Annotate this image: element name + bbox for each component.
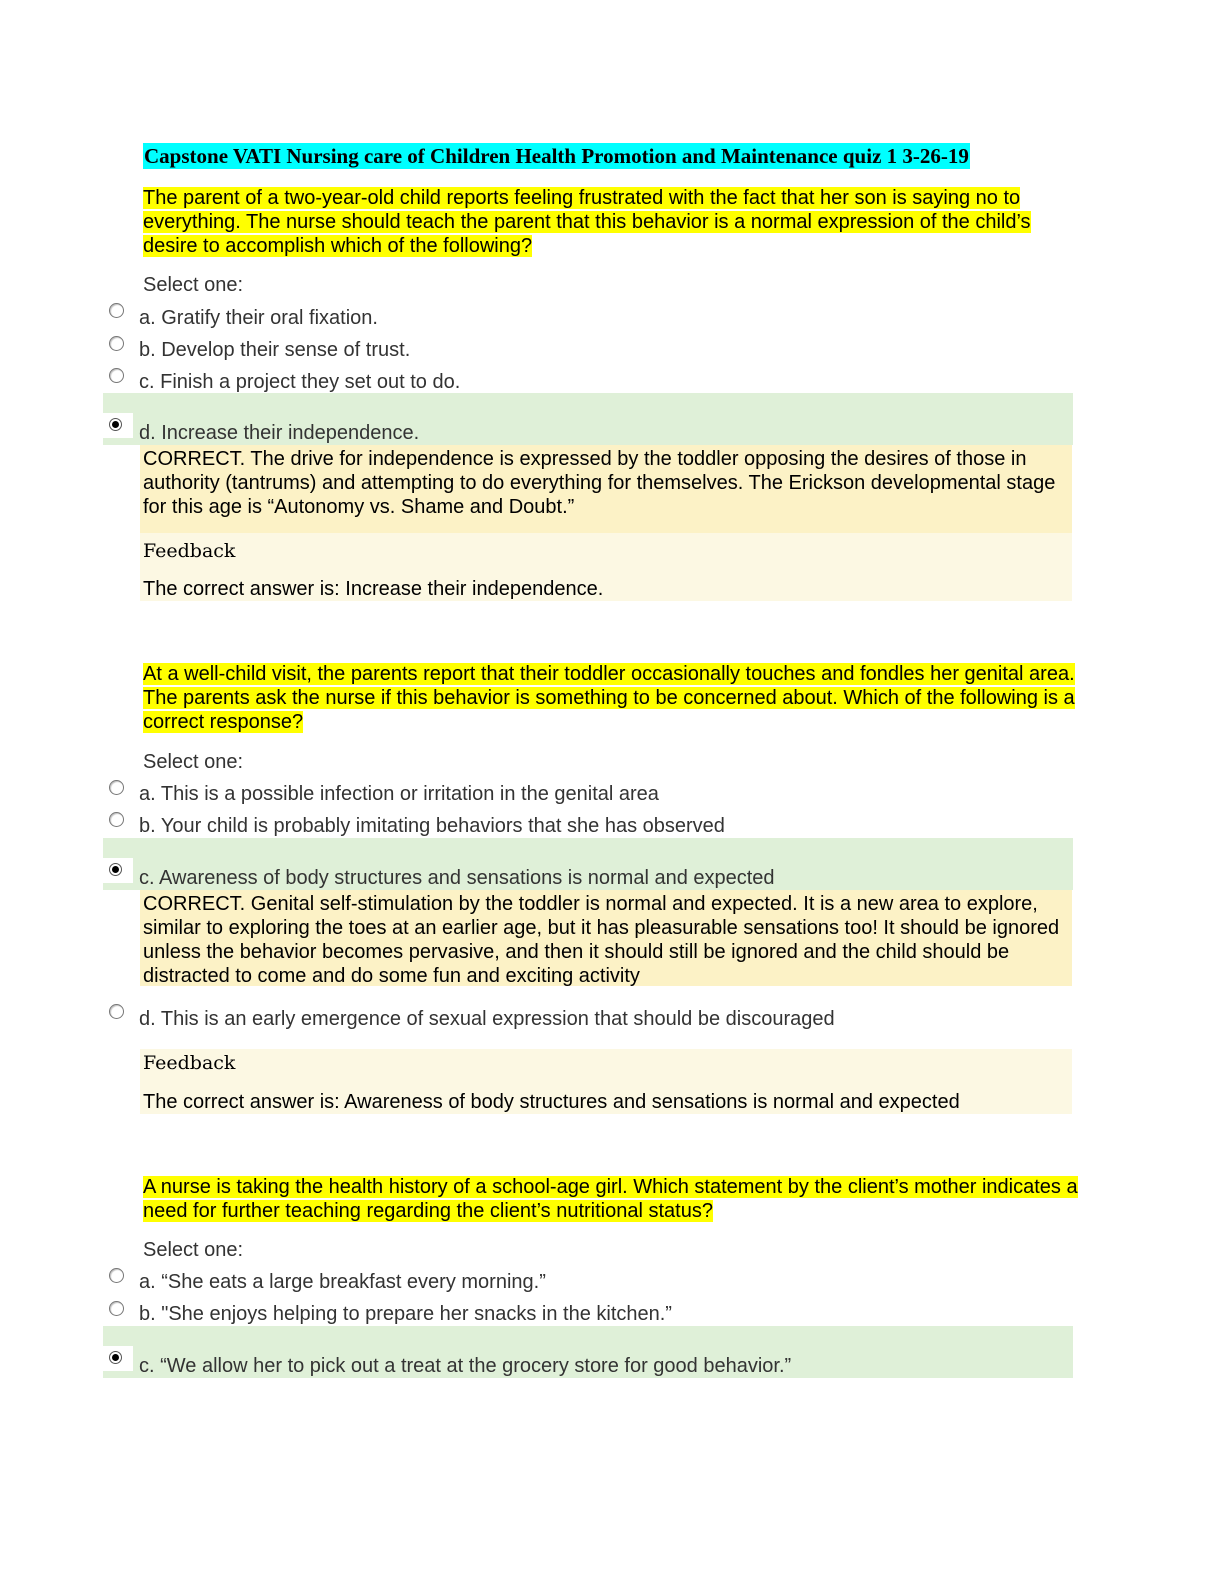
question-2-prompt: At a well-child visit, the parents report that their toddler occasionally touches and fondles her genital area. The parents ask the nurse if this behavior is something to be concerned about. Which of the following is a correct response? xyxy=(143,663,1075,733)
radio-unchecked-icon[interactable] xyxy=(109,303,124,318)
question-3-prompt: A nurse is taking the health history of a school-age girl. Which statement by the client’s mother indicates a need for further teaching regarding the client’s nutritional status? xyxy=(143,1176,1078,1222)
option-label: d. This is an early emergence of sexual expression that should be discouraged xyxy=(139,1008,835,1030)
option-label: a. “She eats a large breakfast every morning.” xyxy=(139,1271,546,1293)
option-label: a. This is a possible infection or irritation in the genital area xyxy=(139,783,659,805)
radio-unchecked-icon[interactable] xyxy=(109,368,124,383)
option-label: b. Develop their sense of trust. xyxy=(139,339,411,361)
radio-unchecked-icon[interactable] xyxy=(109,1004,124,1019)
question-2-option-c[interactable] xyxy=(103,838,1073,890)
question-2-option-b[interactable] xyxy=(103,809,1073,839)
question-2-option-d[interactable] xyxy=(103,1001,1073,1031)
feedback-answer: The correct answer is: Awareness of body structures and sensations is normal and expected xyxy=(143,1091,960,1113)
question-2-select-label: Select one: xyxy=(143,751,244,773)
radio-unchecked-icon[interactable] xyxy=(109,780,124,795)
option-label: b. Your child is probably imitating behaviors that she has observed xyxy=(139,815,725,837)
question-2-feedback xyxy=(140,1049,1072,1114)
question-1-explanation: CORRECT. The drive for independence is expressed by the toddler opposing the desires of those in authority (tantrums) and attempting to do everything for themselves. The Erickson developmental stage for this age is “Autonomy vs. Shame and Doubt.” xyxy=(140,445,1072,533)
question-1-option-c[interactable] xyxy=(103,365,1073,395)
option-label: b. "She enjoys helping to prepare her snacks in the kitchen.” xyxy=(139,1303,672,1325)
radio-checked-icon[interactable] xyxy=(103,858,133,883)
option-label: c. “We allow her to pick out a treat at the grocery store for good behavior.” xyxy=(139,1355,792,1377)
radio-unchecked-icon[interactable] xyxy=(109,812,124,827)
radio-unchecked-icon[interactable] xyxy=(109,336,124,351)
feedback-label: Feedback xyxy=(143,1052,236,1074)
question-1-prompt: The parent of a two-year-old child reports feeling frustrated with the fact that her son is saying no to everything. The nurse should teach the parent that this behavior is a normal expression of the child’s desire to accomplish which of the following? xyxy=(143,187,1031,257)
question-1-option-a[interactable] xyxy=(103,300,1073,330)
question-2-option-a[interactable] xyxy=(103,777,1073,807)
question-1-select-label: Select one: xyxy=(143,274,244,296)
question-1-feedback xyxy=(140,533,1072,601)
radio-unchecked-icon[interactable] xyxy=(109,1301,124,1316)
question-3-option-c[interactable] xyxy=(103,1326,1073,1378)
option-label: a. Gratify their oral fixation. xyxy=(139,307,378,329)
radio-checked-icon[interactable] xyxy=(103,1346,133,1371)
feedback-label: Feedback xyxy=(143,540,236,562)
feedback-answer: The correct answer is: Increase their independence. xyxy=(143,578,604,600)
question-3-option-b[interactable] xyxy=(103,1298,1073,1328)
question-3-select-label: Select one: xyxy=(143,1239,244,1261)
option-label: d. Increase their independence. xyxy=(139,422,420,444)
option-label: c. Finish a project they set out to do. xyxy=(139,371,461,393)
question-3-option-a[interactable] xyxy=(103,1265,1073,1295)
page-title: Capstone VATI Nursing care of Children Health Promotion and Maintenance quiz 1 3-26-19 xyxy=(144,144,969,168)
radio-unchecked-icon[interactable] xyxy=(109,1268,124,1283)
question-1-option-d[interactable] xyxy=(103,393,1073,445)
question-2-explanation: CORRECT. Genital self-stimulation by the toddler is normal and expected. It is a new area to explore, similar to exploring the toes at an earlier age, but it has pleasurable sensations too! It should be ignored unless the behavior becomes pervasive, and then it should still be ignored and the child should be distracted to come and do some fun and exciting activity xyxy=(140,890,1072,986)
question-1-option-b[interactable] xyxy=(103,333,1073,363)
radio-checked-icon[interactable] xyxy=(103,413,133,438)
option-label: c. Awareness of body structures and sensations is normal and expected xyxy=(139,867,775,889)
